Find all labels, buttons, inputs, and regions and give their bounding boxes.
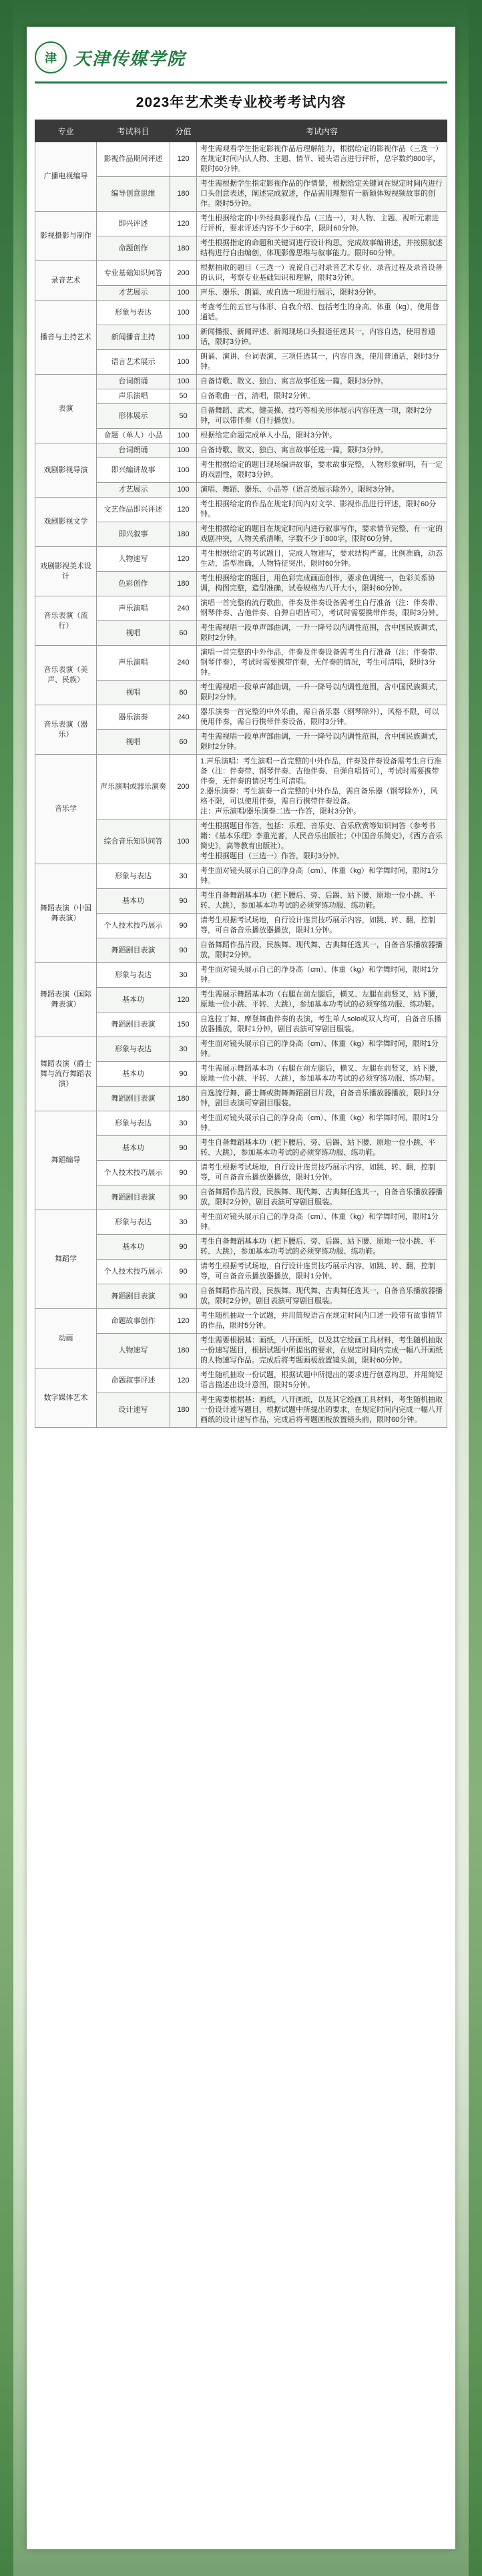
content-cell: 考生根据给定的题目，用色彩完成画面创作，要求色调统一，色彩关系协调，构图完整，造型准确，试卷规格为八开大小，限时60分钟。 (197, 572, 447, 596)
subject-cell: 命题（单人）小品 (97, 429, 170, 443)
subject-cell: 个人技术技巧展示 (97, 914, 170, 938)
subject-cell: 视唱 (97, 621, 170, 646)
content-cell: 自备歌曲一首，清唱，限时2分钟。 (197, 389, 447, 404)
major-name-cell: 舞蹈表演（国际舞表演） (35, 963, 97, 1037)
subject-cell: 人物速写 (97, 1334, 170, 1368)
score-cell: 90 (170, 1136, 197, 1161)
score-cell: 120 (170, 142, 197, 177)
table-row (35, 755, 447, 819)
school-logo (35, 37, 447, 77)
content-cell: 考生需视唱一段单声部曲调，一升一降号以内调性范围，含中国民族调式，限时2分钟。 (197, 681, 447, 705)
score-cell: 90 (170, 914, 197, 938)
table-row (35, 177, 447, 212)
exam-content-table (35, 120, 447, 1428)
table-row (35, 1393, 447, 1428)
score-cell: 60 (170, 730, 197, 755)
content-cell: 考生面对镜头展示自己的净身高（cm）、体重（kg）和学舞时间，限时1分钟。 (197, 963, 447, 988)
score-cell: 60 (170, 681, 197, 705)
major-name-cell: 动画 (35, 1309, 97, 1368)
content-cell: 考生根据给定的中外经典影视作品（三选一），对人物、主题、视听元素进行评析，要求评述内容不少于60字，限时60分钟。 (197, 212, 447, 236)
subject-cell: 形象与表达 (97, 1210, 170, 1235)
subject-cell: 形象与表达 (97, 301, 170, 325)
content-cell: 考生面对镜头展示自己的净身高（cm）、体重（kg）和学舞时间，限时1分钟。 (197, 864, 447, 889)
subject-cell: 才艺展示 (97, 483, 170, 498)
content-cell: 考生根据给定的作品在规定时间内对文学、影视作品进行评述，限时60分钟。 (197, 498, 447, 522)
subject-cell: 即兴评述 (97, 212, 170, 236)
content-cell: 考生需展示舞蹈基本功（右腿在前左腿后，横叉、左腿在前竖叉，站下腰，原地一位小跳、平转、大跳），参加基本功考试的必须穿练功服、练功鞋。 (197, 988, 447, 1013)
major-name-cell: 舞蹈学 (35, 1210, 97, 1309)
table-row (35, 429, 447, 443)
subject-cell: 形体展示 (97, 404, 170, 429)
table-row (35, 458, 447, 483)
table-row (35, 646, 447, 681)
content-cell: 自备舞蹈、武术、健美操、技巧等相关形体展示内容任选一项，限时2分钟，可以带伴奏（自行播放）。 (197, 404, 447, 429)
table-body (35, 142, 447, 1428)
score-cell: 30 (170, 1111, 197, 1136)
content-cell: 考生需视唱一段单声部曲调，一升一降号以内调性范围，含中国民族调式，限时2分钟。 (197, 621, 447, 646)
table-row (35, 864, 447, 889)
table-row (35, 705, 447, 730)
table-row (35, 483, 447, 498)
subject-cell: 舞蹈剧目表演 (97, 1185, 170, 1210)
content-cell: 考生自备舞蹈基本功（把下腰后、旁、后踢、站下腰、原地一位小跳、平转、大跳），参加基本功考试的必须穿练功服、练功鞋。 (197, 1235, 447, 1260)
content-cell: 演唱、舞蹈、器乐、小品等（语言类展示除外），限时3分钟。 (197, 483, 447, 498)
content-cell: 自备舞蹈作品片段，民族舞、现代舞、古典舞任选其一，自备音乐播放器播放，限时2分钟。 (197, 938, 447, 963)
score-cell: 200 (170, 755, 197, 819)
subject-cell: 综合音乐知识问答 (97, 819, 170, 864)
subject-cell: 色彩创作 (97, 572, 170, 596)
subject-cell: 即兴编讲故事 (97, 458, 170, 483)
content-cell: 考查考生的五官与体形、自我介绍、包括考生的身高、体重（kg），使用普通话。 (197, 301, 447, 325)
score-cell: 90 (170, 1185, 197, 1210)
table-row (35, 142, 447, 177)
subject-cell: 命题故事创作 (97, 1309, 170, 1334)
major-name-cell: 录音艺术 (35, 261, 97, 301)
table-row (35, 1185, 447, 1210)
subject-cell: 舞蹈剧目表演 (97, 1013, 170, 1037)
content-cell: 考生随机抽取一份试题，根据试题中所提出的要求进行创意构思，并用简短语言描述出设计意图，限时5分钟。 (197, 1368, 447, 1393)
content-cell: 演唱一首完整的中外作品，伴奏及伴奏设备需考生自行准备（注：伴奏带、钢琴伴奏），考试时需要携带伴奏，无伴奏的情况，考生可清唱，限时3分钟。 (197, 646, 447, 681)
subject-cell: 即兴叙事 (97, 522, 170, 547)
content-cell: 考生需要根据基：画纸，八开画纸，以及其它绘画工具材料，考生随机抽取一份速写题目，根据试题中所提出的要求，在规定时间内完成一幅八开画纸的人物速写作品。完成后将考题画板放置镜头前，限时60分钟。 (197, 1334, 447, 1368)
score-cell: 120 (170, 988, 197, 1013)
subject-cell: 舞蹈剧目表演 (97, 1284, 170, 1309)
content-cell: 考生需观看学生指定影视作品后理解能力，根据给定的影视作品（三选一）在规定时间内认人物、主题、情节、镜头语言进行评析，总字数约800字，限时60分钟。 (197, 142, 447, 177)
content-cell: 考生自备舞蹈基本功（把下腰后、旁、后踢、站下腰、原地一位小跳、平转、大跳），参加基本功考试的必须穿练功服、练功鞋。 (197, 1136, 447, 1161)
content-cell: 考生需视唱一段单声部曲调，一升一降号以内调性范围，含中国民族调式，限时2分钟。 (197, 730, 447, 755)
content-cell: 器乐演奏一首完整的中外乐曲，需自备乐器（钢琴除外），风格不限，可以使用伴奏，需自行携带伴奏设备，限时3分钟。 (197, 705, 447, 730)
score-cell: 30 (170, 864, 197, 889)
subject-cell: 基本功 (97, 988, 170, 1013)
table-row (35, 261, 447, 286)
table-row (35, 404, 447, 429)
header-content: 考试内容 (197, 120, 447, 142)
table-row (35, 1087, 447, 1111)
subject-cell: 命题叙事评述 (97, 1368, 170, 1393)
subject-cell: 基本功 (97, 1062, 170, 1087)
score-cell: 180 (170, 236, 197, 261)
subject-cell: 个人技术技巧展示 (97, 1260, 170, 1284)
score-cell: 90 (170, 1062, 197, 1087)
score-cell: 90 (170, 938, 197, 963)
table-row (35, 1368, 447, 1393)
major-name-cell: 戏剧影视文学 (35, 498, 97, 547)
score-cell: 100 (170, 375, 197, 389)
major-name-cell: 数字媒体艺术 (35, 1368, 97, 1428)
score-cell: 100 (170, 458, 197, 483)
subject-cell: 基本功 (97, 1136, 170, 1161)
content-cell: 考生需根据学生指定影视作品的作情景，根据给定关键词在规定时间内进行口头创意表述，阐述完成叙述，作品需用理想有一新颖体短视频故事的创作。限时5分钟。 (197, 177, 447, 212)
score-cell: 100 (170, 483, 197, 498)
major-name-cell: 广播电视编导 (35, 142, 97, 212)
content-cell: 考生面对镜头展示自己的净身高（cm）、体重（kg）和学舞时间，限时1分钟。 (197, 1037, 447, 1062)
score-cell: 240 (170, 646, 197, 681)
subject-cell: 视唱 (97, 730, 170, 755)
school-seal-icon: 津 (35, 41, 67, 73)
table-row (35, 522, 447, 547)
content-cell: 自备舞蹈作品片段，民族舞、现代舞、古典舞任选其一，自备音乐播放器播放，限时2分钟，剧目表演可穿剧目服装。 (197, 1185, 447, 1210)
header-divider (35, 81, 447, 83)
score-cell: 100 (170, 301, 197, 325)
major-name-cell: 音乐学 (35, 755, 97, 864)
table-row (35, 938, 447, 963)
subject-cell: 人物速写 (97, 547, 170, 572)
document-sheet (27, 27, 455, 2549)
content-cell: 根据抽取的题目（三选一）说说自己对录音艺术专业、录音过程及录音设备的认识，考察专业基础知识和理解，限时3分钟。 (197, 261, 447, 286)
content-cell: 自备舞蹈作品片段，民族舞、现代舞、古典舞任选其一，自备音乐播放器播放，限时2分钟，剧目表演可穿剧目服装。 (197, 1284, 447, 1309)
score-cell: 180 (170, 1393, 197, 1428)
subject-cell: 声乐演唱 (97, 389, 170, 404)
score-cell: 100 (170, 443, 197, 458)
content-cell: 声乐、器乐、朗诵、或自选一项进行展示，限时3分钟。 (197, 286, 447, 301)
subject-cell: 形象与表达 (97, 864, 170, 889)
score-cell: 100 (170, 429, 197, 443)
score-cell: 120 (170, 498, 197, 522)
score-cell: 100 (170, 819, 197, 864)
score-cell: 180 (170, 1087, 197, 1111)
major-name-cell: 舞蹈表演（爵士舞与流行舞蹈表演） (35, 1037, 97, 1111)
score-cell: 90 (170, 1284, 197, 1309)
score-cell: 100 (170, 350, 197, 375)
subject-cell: 台词朗诵 (97, 375, 170, 389)
content-cell: 请考生根据考试场地，自行设计连贯技巧展示内容，如跳、转、翻，控制等，可自备音乐播放器播放，限时1分钟。 (197, 1161, 447, 1185)
table-row (35, 1309, 447, 1334)
table-row (35, 547, 447, 572)
table-row (35, 730, 447, 755)
table-row (35, 443, 447, 458)
content-cell: 自选流行舞、爵士舞或街舞舞蹈剧目片段，自备音乐播放器播放，限时1分钟，剧目表演可穿剧目服装。 (197, 1087, 447, 1111)
table-row (35, 286, 447, 301)
subject-cell: 声乐演唱 (97, 646, 170, 681)
subject-cell: 基本功 (97, 1235, 170, 1260)
major-name-cell: 舞蹈编导 (35, 1111, 97, 1210)
header-major: 专业 (35, 120, 97, 142)
subject-cell: 声乐演唱或器乐演奏 (97, 755, 170, 819)
table-row (35, 681, 447, 705)
major-name-cell: 舞蹈表演（中国舞表演） (35, 864, 97, 963)
subject-cell: 设计速写 (97, 1393, 170, 1428)
subject-cell: 声乐演唱 (97, 596, 170, 621)
content-cell: 自选拉丁舞、摩登舞曲伴奏的表演，考生单人solo或双人均可，自备音乐播放器播放，限时1分钟，剧目表演可穿剧目服装。 (197, 1013, 447, 1037)
table-row (35, 889, 447, 914)
subject-cell: 新闻播音主持 (97, 325, 170, 350)
table-row (35, 988, 447, 1013)
score-cell: 180 (170, 572, 197, 596)
score-cell: 180 (170, 1334, 197, 1368)
subject-cell: 器乐演奏 (97, 705, 170, 730)
major-name-cell: 播音与主持艺术 (35, 301, 97, 375)
table-row (35, 1136, 447, 1161)
subject-cell: 舞蹈剧目表演 (97, 1087, 170, 1111)
subject-cell: 才艺展示 (97, 286, 170, 301)
table-row (35, 1284, 447, 1309)
content-cell: 考生随机抽取一个试题，并用简短语言在规定时间内口述一段带有故事情节的作品，限时5分钟。 (197, 1309, 447, 1334)
major-name-cell: 表演 (35, 375, 97, 443)
score-cell: 240 (170, 596, 197, 621)
subject-cell: 个人技术技巧展示 (97, 1161, 170, 1185)
content-cell: 根据给定命题完成单人小品，限时3分钟。 (197, 429, 447, 443)
header-score: 分值 (170, 120, 197, 142)
major-name-cell: 影视摄影与制作 (35, 212, 97, 261)
content-cell: 自备诗歌、散文、独白、寓言故事任选一篇，限时3分钟。 (197, 443, 447, 458)
table-row (35, 621, 447, 646)
header-subject: 考试科目 (97, 120, 170, 142)
content-cell: 演唱一首完整的流行歌曲，伴奏及伴奏设备需考生自行准备（注：伴奏带、钢琴伴奏、吉他伴奏、自弹自唱皆可），考试时需要携带伴奏，限时3分钟。 (197, 596, 447, 621)
table-row (35, 212, 447, 236)
content-cell: 考生需要根据基：画纸，八开画纸，以及其它绘画工具材料，考生随机抽取一份设计速写题目，根据试题中所提出的要求，在规定时间内完成一幅八开画纸的设计速写作品，完成后将考题画板放置镜头前，限时60分钟。 (197, 1393, 447, 1428)
table-row (35, 1235, 447, 1260)
score-cell: 100 (170, 325, 197, 350)
school-name: 天津传媒学院 (73, 49, 186, 69)
table-row (35, 572, 447, 596)
table-row (35, 375, 447, 389)
subject-cell: 形象与表达 (97, 963, 170, 988)
score-cell: 120 (170, 212, 197, 236)
score-cell: 50 (170, 389, 197, 404)
score-cell: 180 (170, 177, 197, 212)
subject-cell: 影视作品期间评述 (97, 142, 170, 177)
score-cell: 90 (170, 1235, 197, 1260)
table-row (35, 596, 447, 621)
major-name-cell: 音乐表演（流行） (35, 596, 97, 646)
subject-cell: 形象与表达 (97, 1037, 170, 1062)
content-cell: 1.声乐演唱：考生演唱一首完整的中外作品，伴奏及伴奏设备需考生自行准备（注：伴奏带、钢琴伴奏、吉他伴奏、自弹自唱皆可），考试时需要携带伴奏，无伴奏的情况考生可清唱。 2.器乐演奏：考生演奏一首完整的中外作品，需自备乐器（钢琴除外），风格不限，可以使用伴奏，需自行携带伴奏设备。 注：声乐演唱/器乐演奏二选一作答，限时3分钟。 (197, 755, 447, 819)
score-cell: 30 (170, 963, 197, 988)
content-cell: 新闻播报、新闻评述、新闻现场口头报道任选其一，内容自选，使用普通话，限时3分钟。 (197, 325, 447, 350)
content-cell: 考生自备舞蹈基本功（把下腰后、旁、后踢、站下腰、原地一位小跳、平转、大跳），参加基本功考试的必须穿练功服、练功鞋。 (197, 889, 447, 914)
content-cell: 考生面对镜头展示自己的净身高（cm）、体重（kg）和学舞时间，限时1分钟。 (197, 1111, 447, 1136)
score-cell: 180 (170, 522, 197, 547)
score-cell: 60 (170, 621, 197, 646)
content-cell: 考生根据指定的命题和关键词进行设计构思，完成故事编讲述，并按照叙述结构进行自由编创，体现影像思维与叙事能力。限时60分钟。 (197, 236, 447, 261)
content-cell: 考生需展示舞蹈基本功（右腿在前左腿后，横叉、左腿在前竖叉，站下腰，原地一位小跳、平转、大跳），参加基本功考试的必须穿练功服、练功鞋。 (197, 1062, 447, 1087)
table-row (35, 1334, 447, 1368)
subject-cell: 形象与表达 (97, 1111, 170, 1136)
subject-cell: 编导创意思维 (97, 177, 170, 212)
content-cell: 自备诗歌、散文、独白、寓言故事任选一篇，限时3分钟。 (197, 375, 447, 389)
table-row (35, 389, 447, 404)
content-cell: 考生面对镜头展示自己的净身高（cm）、体重（kg）和学舞时间，限时1分钟。 (197, 1210, 447, 1235)
content-cell: 考生根据给定的题目在规定时间内进行叙事写作，要求情节完整、有一定的戏剧冲突，人物关系清晰，字数不少于800字，限时60分钟。 (197, 522, 447, 547)
major-name-cell: 音乐表演（器乐） (35, 705, 97, 755)
score-cell: 100 (170, 286, 197, 301)
table-row (35, 498, 447, 522)
subject-cell: 语言艺术展示 (97, 350, 170, 375)
score-cell: 240 (170, 705, 197, 730)
major-name-cell: 音乐表演（美声、民族） (35, 646, 97, 705)
table-header-row (35, 120, 447, 142)
content-cell: 考生根据题目作答，包括：乐理、音乐史、音乐欣赏等知识问答（参考书籍：《基本乐理》李重光著，人民音乐出版社；《中国音乐简史》，《西方音乐简史》，高等教育出版社）。 考生根据题目（三选一）作答，限时3分钟。 (197, 819, 447, 864)
score-cell: 90 (170, 1161, 197, 1185)
subject-cell: 基本功 (97, 889, 170, 914)
score-cell: 30 (170, 1037, 197, 1062)
table-row (35, 350, 447, 375)
content-cell: 考生根据给定的题目现场编讲故事，要求故事完整，人物形象鲜明，有一定的戏剧性，限时3分钟。 (197, 458, 447, 483)
table-row (35, 914, 447, 938)
score-cell: 90 (170, 889, 197, 914)
table-row (35, 963, 447, 988)
table-row (35, 1013, 447, 1037)
subject-cell: 专业基础知识问答 (97, 261, 170, 286)
content-cell: 请考生根据考试场地，自行设计连贯技巧展示内容，如跳、转、翻，控制等，可自备音乐播放器播放，限时1分钟。 (197, 914, 447, 938)
subject-cell: 舞蹈剧目表演 (97, 938, 170, 963)
subject-cell: 命题创作 (97, 236, 170, 261)
score-cell: 150 (170, 1013, 197, 1037)
score-cell: 120 (170, 1309, 197, 1334)
subject-cell: 视唱 (97, 681, 170, 705)
table-row (35, 1111, 447, 1136)
major-name-cell: 戏剧影视美术设计 (35, 547, 97, 596)
score-cell: 50 (170, 404, 197, 429)
table-row (35, 1062, 447, 1087)
table-row (35, 325, 447, 350)
table-row (35, 301, 447, 325)
table-row (35, 1161, 447, 1185)
content-cell: 请考生根据考试场地，自行设计连贯技巧展示内容，如跳、转、翻，控制等，可自备音乐播放器播放，限时1分钟。 (197, 1260, 447, 1284)
content-cell: 朗诵、演讲、台词表演、三项任选其一，内容自选，使用普通话，限时3分钟。 (197, 350, 447, 375)
score-cell: 90 (170, 1260, 197, 1284)
subject-cell: 台词朗诵 (97, 443, 170, 458)
score-cell: 30 (170, 1210, 197, 1235)
subject-cell: 文艺作品即兴评述 (97, 498, 170, 522)
table-row (35, 819, 447, 864)
content-cell: 考生根据给定的考试题目，完成人物速写，要求结构严谨，比例准确，动态生动，造型准确，人物特征突出，限时60分钟。 (197, 547, 447, 572)
page-title: 2023年艺术类专业校考考试内容 (136, 95, 346, 110)
table-row (35, 1210, 447, 1235)
score-cell: 120 (170, 547, 197, 572)
table-row (35, 236, 447, 261)
score-cell: 200 (170, 261, 197, 286)
score-cell: 120 (170, 1368, 197, 1393)
major-name-cell: 戏剧影视导演 (35, 443, 97, 498)
table-row (35, 1260, 447, 1284)
table-row (35, 1037, 447, 1062)
